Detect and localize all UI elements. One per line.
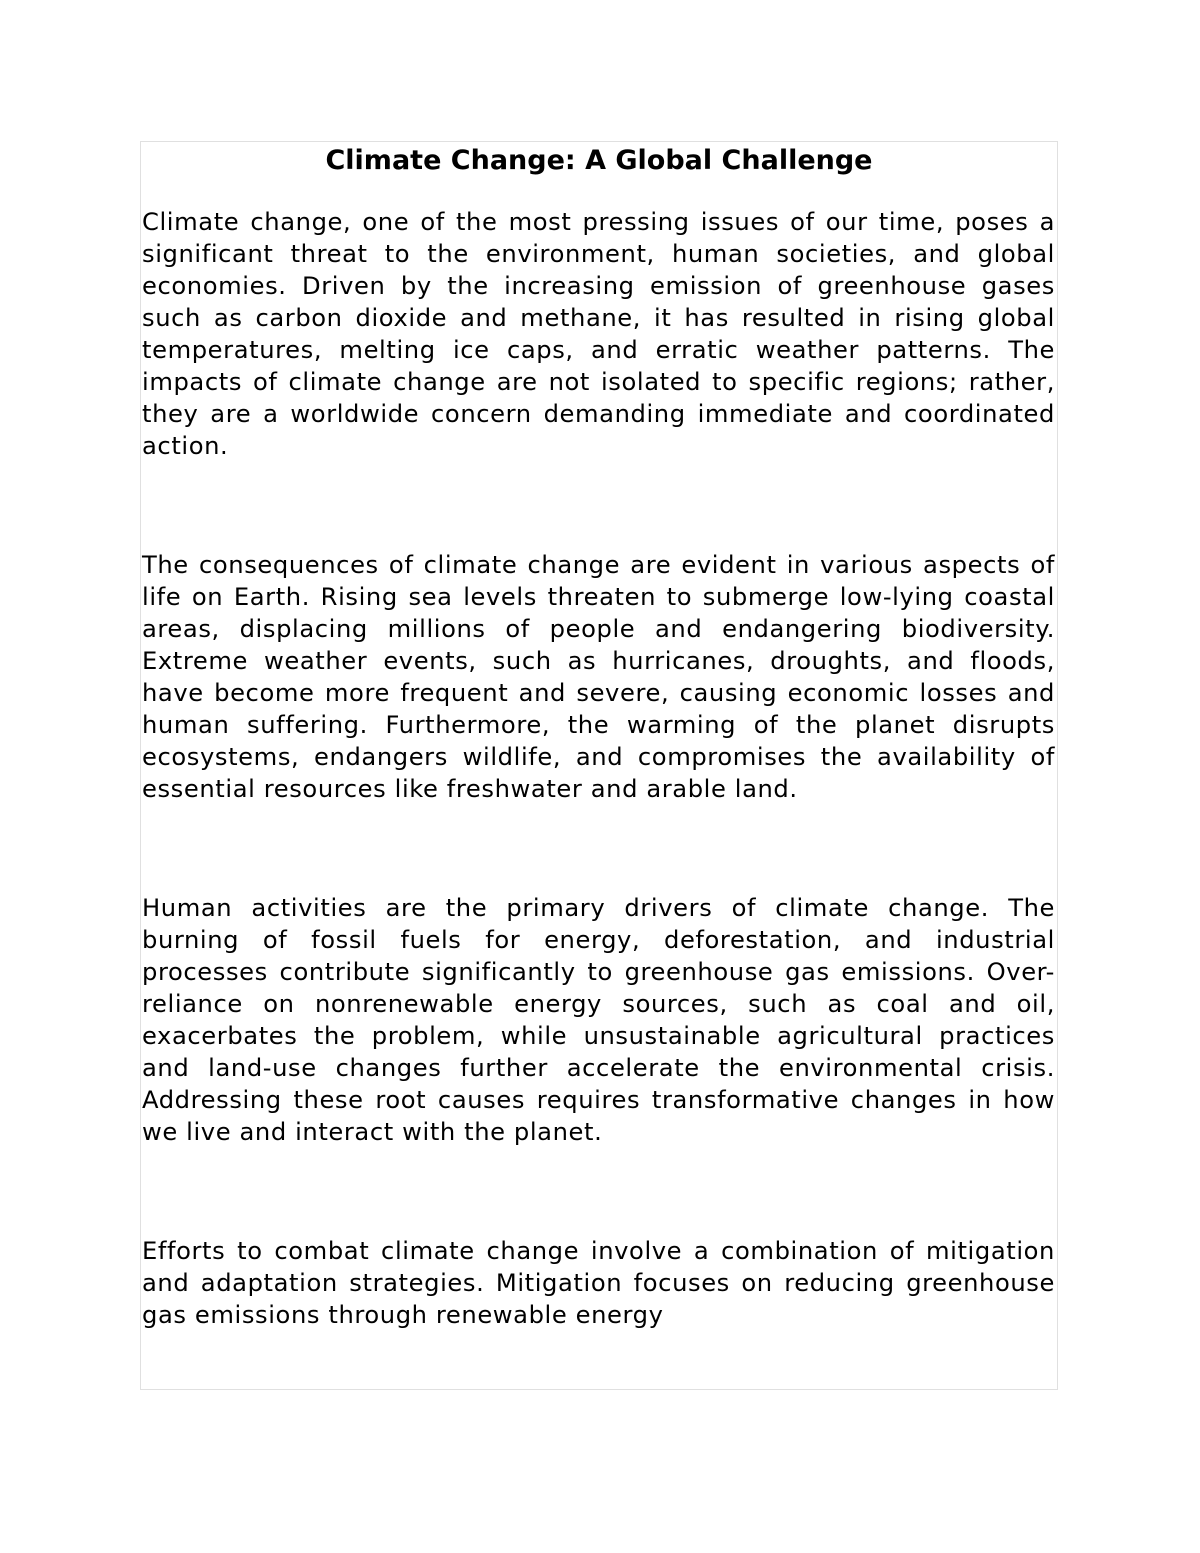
document-page [140,141,1058,1390]
document-body [141,206,1057,1331]
paragraph-intro: Climate change, one of the most pressing issues of our time, poses a significant threat to the environment, human societies, and global economies. Driven by the increasing emission of greenhouse gases such as carbon dioxide and methane, it has resulted in rising global temperatures, melting ice caps, and erratic weather patterns. The impacts of climate change are not isolated to specific regions; rather, they are a worldwide concern demanding immediate and coordinated action. [142,208,1055,460]
paragraph-human-activities: Human activities are the primary drivers of climate change. The burning of fossil fuels for energy, deforestation, and industrial processes contribute significantly to greenhouse gas emissions. Over-reliance on nonrenewable energy sources, such as coal and oil, exacerbates the problem, while unsustainable agricultural practices and land-use changes further accelerate the environmental crisis. Addressing these root causes requires transformative changes in how we live and interact with the planet. [142,894,1055,1146]
document-title: Climate Change: A Global Challenge [325,145,873,176]
paragraph-consequences: The consequences of climate change are evident in various aspects of life on Earth. Rising sea levels threaten to submerge low-lying coastal areas, displacing millions of people and endangering biodiversity. Extreme weather events, such as hurricanes, droughts, and floods, have become more frequent and severe, causing economic losses and human suffering. Furthermore, the warming of the planet disrupts ecosystems, endangers wildlife, and compromises the availability of essential resources like freshwater and arable land. [142,551,1055,803]
paragraph-efforts: Efforts to combat climate change involve a combination of mitigation and adaptation strategies. Mitigation focuses on reducing greenhouse gas emissions through renewable energy [142,1237,1055,1329]
